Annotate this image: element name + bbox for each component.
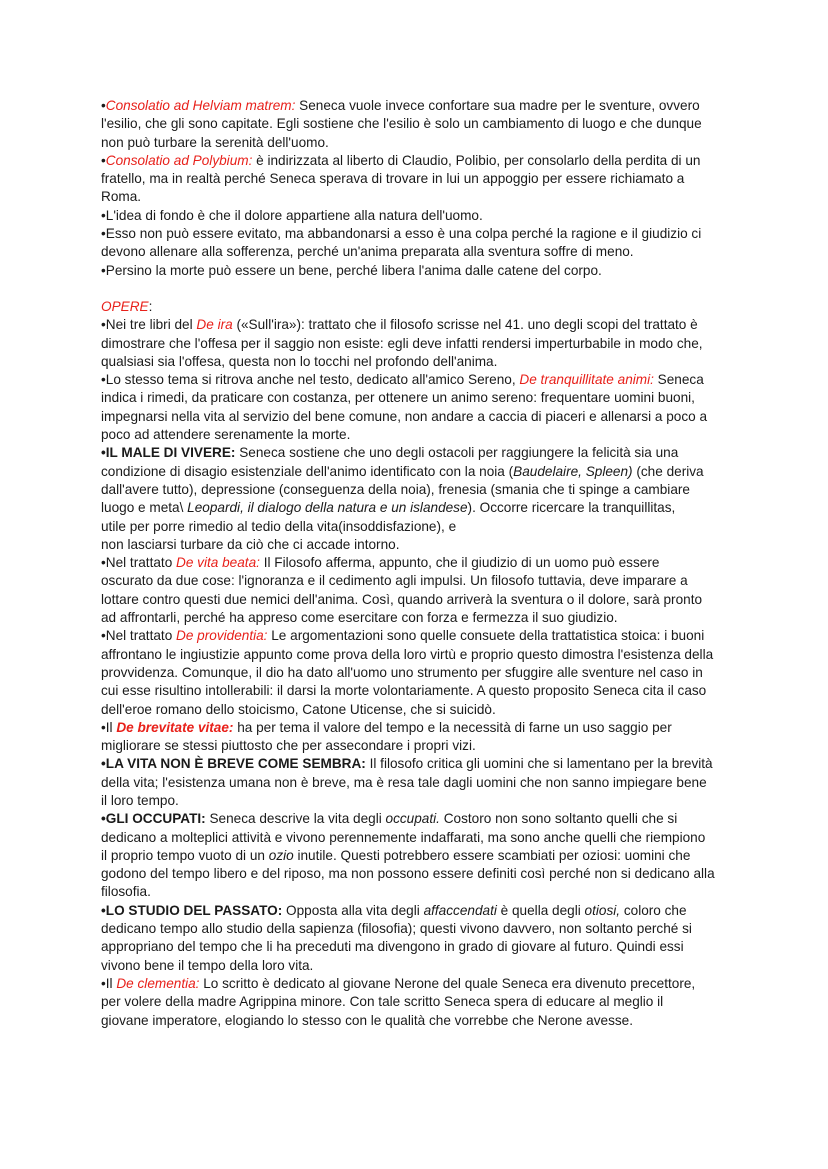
text-line: l'esilio, che gli sono capitate. Egli sostiene che l'esilio è solo un cambiamento di luogo e che dunque [101,116,702,132]
text-line: •LO STUDIO DEL PASSATO: Opposta alla vita degli affaccendati è quella degli otiosi, coloro che [101,902,687,918]
text-line: •Esso non può essere evitato, ma abbandonarsi a esso è una colpa perché la ragione e il giudizio ci [101,226,702,242]
opere-heading-colon: : [148,298,153,314]
text-line: godono del tempo libero e del riposo, ma non possono essere definiti così perché non si dedicano alla [101,866,715,882]
text-line: dall'avere tutto), depressione (conseguenza della noia), frenesia (smania che ti spinge a cambiare [101,481,690,497]
work-title: De vita beata: [176,555,260,571]
work-title: De brevitate vitae: [116,719,234,735]
italic-text: affaccendati [423,902,497,918]
section-spacer [101,280,738,298]
text-line: fratello, ma in realtà perché Seneca sperava di trovare in lui un appoggio per essere richiamato a [101,171,685,187]
text-line: lottare contro questi due nemici dell'anima. Così, quando arriverà la sventura o il dolore, sarà pronto [101,591,703,607]
text-line: •GLI OCCUPATI: Seneca descrive la vita degli occupati. Costoro non sono soltanto quelli che si [101,811,678,827]
text-line: •Nei tre libri del De ira («Sull'ira»): trattato che il filosofo scrisse nel 41. uno degli scopi del trattato è [101,317,698,333]
paragraph-occupati [101,810,738,901]
section-heading-opere [101,298,738,316]
text-line: luogo e meta\ Leopardi, il dialogo della natura e un islandese). Occorre ricercare la tranquillitas, [101,500,676,516]
text-line: •Nel trattato De vita beata: Il Filosofo afferma, appunto, che il giudizio di un uomo può essere [101,555,660,571]
text-line: •Il De clementia: Lo scritto è dedicato al giovane Nerone del quale Seneca era divenuto precettore, [101,975,696,991]
work-title: Consolatio ad Helviam matrem: [105,98,296,113]
text-line: vivono bene il tempo della loro vita. [101,957,314,973]
text-line: migliorare se stessi piuttosto che per assecondare i propri vizi. [101,738,476,754]
text-line: dell'eroe romano dello stoicismo, Catone Uticense, che si suicidò. [101,701,496,717]
text-line: dedicano tempo allo studio della sapienza (filosofia); questi vivono davvero, non soltanto perché si [101,921,692,937]
paragraph-de-tranquillitate [101,371,738,444]
text-line: indica i rimedi, da praticare con costanza, per ottenere un animo sereno: frequentare uomini buoni, [101,390,695,406]
text-line: dedicano a molteplici attività e vivono perennemente indaffarati, ma sono anche quelli che riempiono [101,829,706,845]
text-line: ad affrontarli, perché ha appreso come esercitare con forza e fermezza il suo giudizio. [101,610,618,626]
text-line: poco ad attendere serenamente la morte. [101,427,351,443]
text-line: non può turbare la serenità dell'uomo. [101,134,329,150]
italic-text: otiosi, [584,902,621,918]
bold-label: •GLI OCCUPATI: [101,811,206,827]
work-title: De ira [196,317,233,333]
paragraph-male-di-vivere [101,444,738,554]
text-line: il loro tempo. [101,792,179,808]
text-line: filosofia. [101,884,151,900]
italic-text: ozio [268,847,294,863]
paragraph-vita-non-breve [101,755,738,810]
paragraph-de-clementia [101,975,738,1030]
text-line: per volere della madre Agrippina minore. Con tale scritto Seneca spera di educare al meglio il [101,994,664,1010]
text-line: affrontano le ingiustizie appunto come prova della loro virtù e proprio questo dimostra l'esistenza della [101,646,714,662]
text-line: provvidenza. Comunque, il dio ha dato all'uomo uno strumento per sfuggire alle sventure nel caso in [101,664,703,680]
bold-label: •LO STUDIO DEL PASSATO: [101,902,283,918]
text-line: della vita; l'esistenza umana non è breve, ma è resa tale dagli uomini che non sanno impiegare bene [101,774,707,790]
text-line: •Consolatio ad Polybium: è indirizzata al liberto di Claudio, Polibio, per consolarlo della perdita di un [101,152,701,168]
paragraph-de-ira [101,316,738,371]
paragraph-studio-passato [101,902,738,975]
paragraph-consolatio-polybium [101,152,738,207]
text-line: •IL MALE DI VIVERE: Seneca sostiene che uno degli ostacoli per raggiungere la felicità sia una [101,445,679,461]
work-title: De clementia: [116,975,200,991]
text-line: •Nel trattato De providentia: Le argomentazioni sono quelle consuete della trattatistica stoica: i buoni [101,628,705,644]
text-line: non lasciarsi turbare da ciò che ci accade intorno. [101,536,400,552]
text-line: appropriano del tempo che li ha preceduti ma divengono in grado di giovare al futuro. Quindi essi [101,939,684,955]
text-line: il proprio tempo vuoto di un ozio inutile. Questi potrebbero essere scambiati per oziosi: uomini che [101,847,691,863]
bold-label: •IL MALE DI VIVERE: [101,445,236,461]
text-line: dimostrare che l'offesa per il saggio non esiste: egli deve infatti rendersi imperturbabile in modo che, [101,335,703,351]
paragraph-de-vita-beata [101,554,738,627]
text-line: •LA VITA NON È BREVE COME SEMBRA: Il filosofo critica gli uomini che si lamentano per la brevità [101,756,713,772]
bold-label: •LA VITA NON È BREVE COME SEMBRA: [101,756,366,772]
text-line: impegnarsi nella vita al servizio del bene comune, non andare a caccia di piaceri e allenarsi a poco a [101,408,708,424]
text-line: utile per porre rimedio al tedio della vita(insoddisfazione), e [101,518,457,534]
text-line: •Lo stesso tema si ritrova anche nel testo, dedicato all'amico Sereno, De tranquillitate animi: Seneca [101,372,704,388]
paragraph-de-brevitate [101,719,738,756]
text-line: devono allenare alla sofferenza, perché un'anima preparata alla sventura soffre di meno. [101,244,634,260]
text-line: oscurato da due cose: l'ignoranza e il cedimento agli impulsi. Un filosofo tuttavia, deve imparare a [101,573,688,589]
italic-text: occupati. [385,811,440,827]
paragraph-dolore-evitato [101,225,738,262]
text-line: condizione di disagio esistenziale dell'animo identificato con la noia (Baudelaire, Spleen) (che deriva [101,463,704,479]
opere-heading-text: OPERE [101,298,149,314]
text-line: qualsiasi sia l'offesa, questa non lo tocchi nel profondo dell'anima. [101,353,498,369]
paragraph-consolatio-helviam [101,97,738,152]
work-title: Consolatio ad Polybium: [105,152,253,168]
text-line: •Il De brevitate vitae: ha per tema il valore del tempo e la necessità di farne un uso saggio per [101,719,672,735]
paragraph-idea-di-fondo: •L'idea di fondo è che il dolore appartiene alla natura dell'uomo. [101,207,483,223]
work-title: De providentia: [176,628,268,644]
italic-text: Leopardi, il dialogo della natura e un islandese [187,500,468,516]
paragraph-de-providentia [101,627,738,718]
text-line: •Consolatio ad Helviam matrem: Seneca vuole invece confortare sua madre per le sventure, ovvero [101,98,700,113]
work-title: De tranquillitate animi: [519,372,654,388]
text-line: Roma. [101,189,142,205]
paragraph-morte-bene: •Persino la morte può essere un bene, perché libera l'anima dalle catene del corpo. [101,262,602,278]
text-line: cui esse risultino intollerabili: il darsi la morte volontariamente. A questo proposito Seneca cita il caso [101,683,707,699]
text-line: giovane imperatore, elogiando lo stesso con le qualità che vorrebbe che Nerone avesse. [101,1012,633,1028]
italic-text: Baudelaire, Spleen) [513,463,633,479]
